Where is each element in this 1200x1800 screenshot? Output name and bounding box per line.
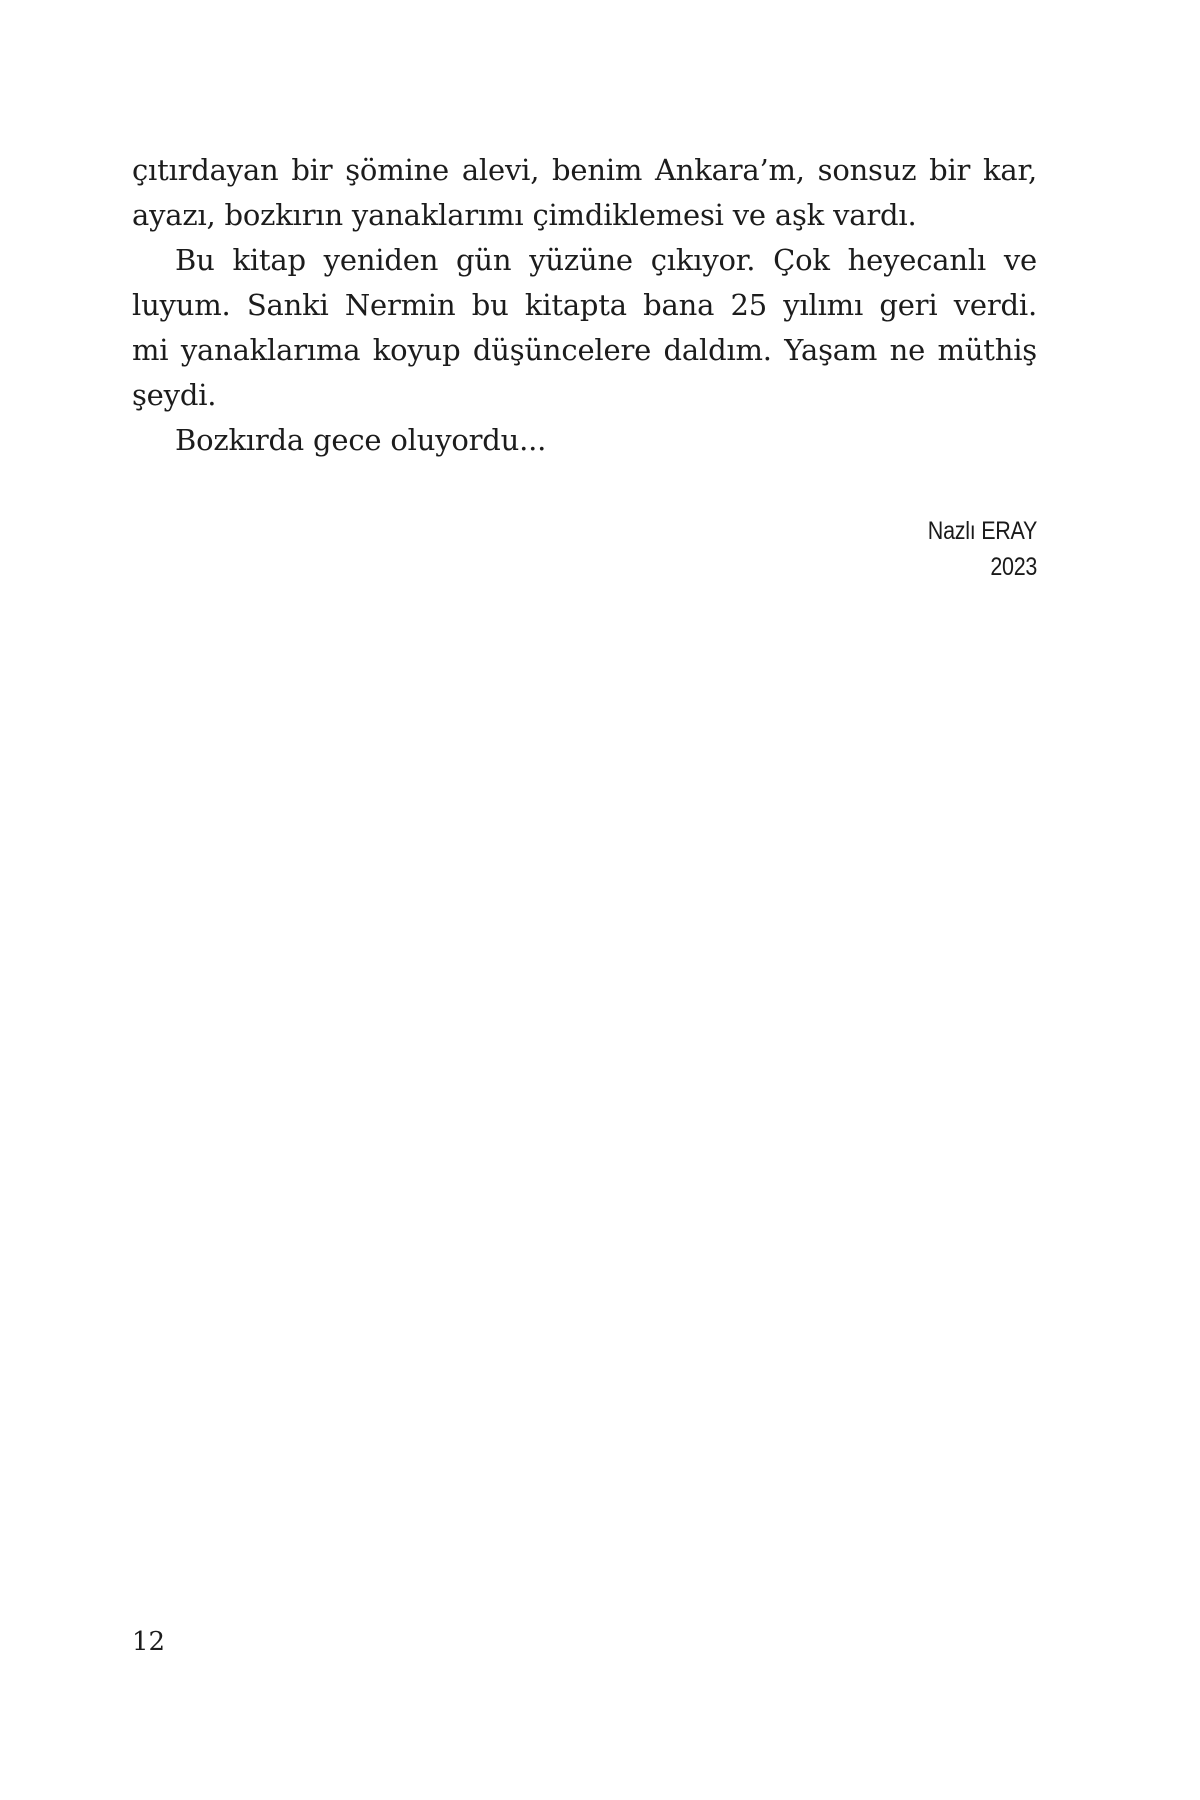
text-line: şeydi.: [132, 378, 217, 412]
text-line: luyum. Sanki Nermin bu kitapta bana 25 yılımı geri verdi.: [132, 288, 1037, 322]
signature-year: 2023: [990, 553, 1037, 581]
author-signature: [910, 513, 1037, 585]
author-name: Nazlı ERAY: [927, 517, 1037, 545]
text-line: ayazı, bozkırın yanaklarımı çimdiklemesi ve aşk vardı.: [132, 198, 917, 232]
page-number: 12: [132, 1627, 166, 1657]
text-line: Bozkırda gece oluyordu...: [175, 423, 547, 457]
text-line: Bu kitap yeniden gün yüzüne çıkıyor. Çok heyecanlı ve: [175, 243, 1037, 277]
body-text: [132, 148, 1037, 463]
text-line: mi yanaklarıma koyup düşüncelere daldım. Yaşam ne müthiş: [132, 333, 1037, 367]
text-line: çıtırdayan bir şömine alevi, benim Ankara’m, sonsuz bir kar,: [132, 153, 1037, 187]
